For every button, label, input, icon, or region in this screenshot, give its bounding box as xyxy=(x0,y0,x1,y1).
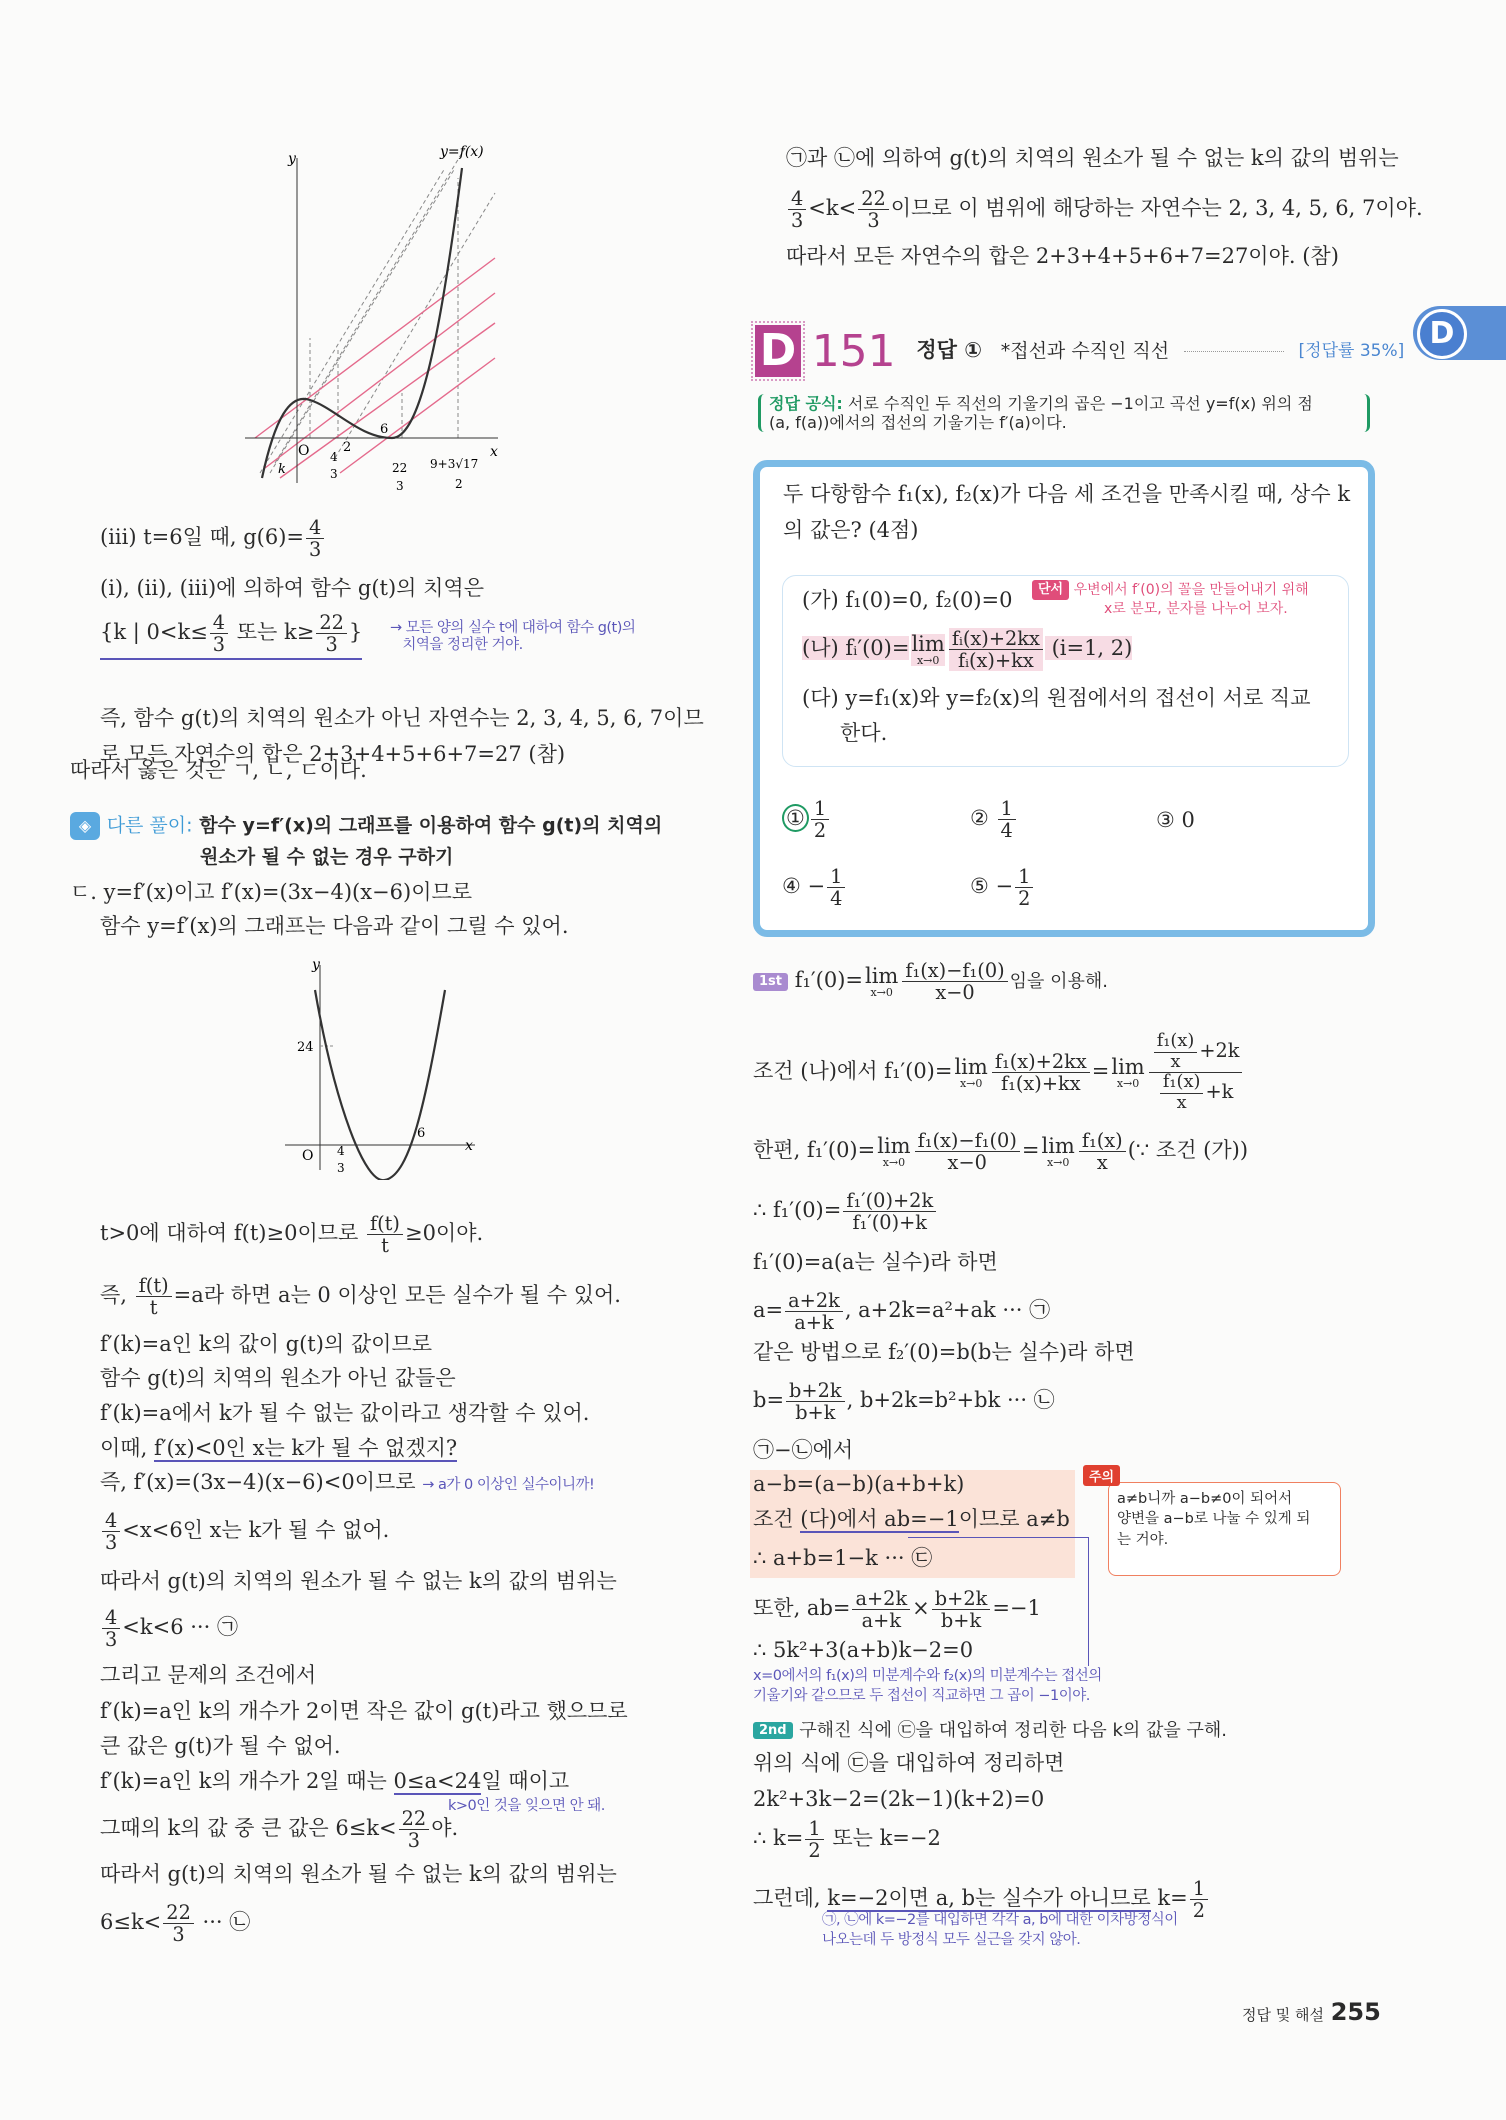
alt-line-9 xyxy=(100,1470,594,1495)
solution-line-b3 xyxy=(753,1818,941,1861)
text: ∴ k= xyxy=(753,1826,804,1851)
solution-line-a7 xyxy=(753,1380,1055,1423)
hint-text-2: x로 분모, 분자를 나누어 보자. xyxy=(1104,600,1288,617)
choice-mark: ④ xyxy=(782,874,801,899)
fraction xyxy=(932,1588,991,1631)
text: k= xyxy=(1150,1886,1188,1911)
section-side-tab[interactable] xyxy=(1413,306,1506,360)
lim-subscript: x→0 xyxy=(882,1155,906,1169)
tick-root-num: 9+3√17 xyxy=(430,457,479,471)
lim-subscript: x→0 xyxy=(870,985,893,999)
origin-label: O xyxy=(298,443,310,459)
fraction xyxy=(843,1190,936,1233)
lim-subscript: x→0 xyxy=(1046,1155,1070,1169)
numerator: f₁(x)−f₁(0) xyxy=(902,960,1007,982)
text: , b+2k=b²+bk ··· ㉡ xyxy=(846,1388,1055,1413)
alt-line-17 xyxy=(100,1808,458,1851)
numerator: 22 xyxy=(858,188,889,210)
fraction xyxy=(102,1607,120,1650)
topic-label: *접선과 수직인 직선 xyxy=(1000,339,1170,362)
note-text: ㉠, ㉡에 k=−2를 대입하면 각각 a, b에 대한 이차방정식이 xyxy=(822,1912,1178,1928)
text: (나) fᵢ′(0)= xyxy=(802,636,910,661)
lim-text: lim xyxy=(1111,1054,1145,1079)
set-part: {k | 0<k≤ xyxy=(100,620,208,645)
sign: − xyxy=(807,874,826,899)
caution-text: 는 거야. xyxy=(1117,1531,1169,1548)
numerator: f₁(x)+2kx xyxy=(992,1051,1090,1073)
text: 그런데, xyxy=(753,1886,828,1911)
compound-fraction xyxy=(1149,1032,1243,1113)
alt-solution-title-2: 원소가 될 수 없는 경우 구하기 xyxy=(200,846,454,868)
cubic-graph xyxy=(240,138,510,498)
numerator: 1 xyxy=(1190,1878,1208,1900)
text: 이므로 a≠b xyxy=(958,1507,1070,1531)
denominator: 2 xyxy=(808,1839,821,1863)
lim-text: lim xyxy=(1041,1133,1075,1158)
denominator: a+k xyxy=(794,1311,834,1335)
fraction xyxy=(1015,866,1033,909)
section-badge-icon: D xyxy=(1417,309,1467,359)
numerator: 1 xyxy=(805,1818,823,1840)
root-6-label: 6 xyxy=(417,1126,426,1141)
numerator: f(t) xyxy=(136,1275,172,1297)
text: × xyxy=(912,1596,930,1621)
numerator: 4 xyxy=(102,1607,120,1629)
denominator: 3 xyxy=(309,538,322,562)
y-axis-label: y xyxy=(312,957,320,973)
right-line-2 xyxy=(786,188,1423,231)
fraction xyxy=(788,188,806,231)
alt-line-2: 함수 y=f′(x)의 그래프는 다음과 같이 그릴 수 있어. xyxy=(100,914,569,938)
numerator: f₁(x) xyxy=(1160,1073,1204,1094)
parabola-curve xyxy=(315,990,445,1180)
limit xyxy=(865,963,899,999)
formula-text: 서로 수직인 두 직선의 기울기의 곱은 −1이고 곡선 y=f(x) 위의 점 xyxy=(842,394,1313,413)
limit xyxy=(1041,1133,1075,1169)
alt-line-12 xyxy=(100,1607,238,1650)
root-num: 4 xyxy=(337,1144,345,1158)
text: 즉, f′(x)=(3x−4)(x−6)<0이므로 xyxy=(100,1470,416,1494)
lim-subscript: x→0 xyxy=(1116,1076,1140,1090)
formula-hint xyxy=(758,394,1370,432)
denominator: t xyxy=(381,1234,389,1258)
denominator: 3 xyxy=(407,1829,421,1853)
fraction xyxy=(915,1130,1020,1173)
denominator: 3 xyxy=(212,633,226,657)
alt-line-11: 따라서 g(t)의 치역의 원소가 될 수 없는 k의 값의 범위는 xyxy=(100,1569,617,1593)
text: f₁′(0)= xyxy=(794,968,863,993)
case-iii xyxy=(100,517,326,560)
alt-line-18: 따라서 g(t)의 치역의 원소가 될 수 없는 k의 값의 범위는 xyxy=(100,1862,617,1886)
numerator: f₁(x) xyxy=(1079,1130,1126,1152)
denominator: 3 xyxy=(325,633,338,657)
set-part: 또는 k≥ xyxy=(230,620,315,645)
alt-line-15: 큰 값은 g(t)가 될 수 없어. xyxy=(100,1734,341,1758)
denominator: x xyxy=(1170,1051,1181,1072)
alt-line-8 xyxy=(100,1436,457,1461)
text: 또는 k=−2 xyxy=(825,1826,941,1851)
denominator: 4 xyxy=(830,887,843,911)
fraction xyxy=(1160,1073,1204,1113)
solution-line-a6: 같은 방법으로 f₂′(0)=b(b는 실수)라 하면 xyxy=(753,1340,1135,1364)
alt-line-19 xyxy=(100,1902,250,1945)
caution-badge: 주의 xyxy=(1083,1465,1120,1486)
denominator: 3 xyxy=(105,1628,118,1652)
denominator: t xyxy=(149,1296,158,1320)
solution-line-a4: f₁′(0)=a(a는 실수)라 하면 xyxy=(753,1250,998,1274)
limit xyxy=(877,1133,911,1169)
caution-box xyxy=(1108,1482,1341,1576)
choice-mark: ① xyxy=(782,804,809,832)
caution-text: a≠b니까 a−b≠0이 되어서 xyxy=(1117,1491,1293,1507)
numerator: fᵢ(x)+2kx xyxy=(949,628,1043,650)
derivative-graph xyxy=(275,955,485,1180)
dotted-leader xyxy=(1184,351,1284,352)
numerator: 4 xyxy=(102,1510,120,1532)
alt-line-4 xyxy=(100,1275,621,1318)
note-text: a가 0 이상인 실수이니까! xyxy=(438,1477,595,1493)
solution-line-a11: ∴ a+b=1−k ··· ㉢ xyxy=(753,1546,933,1570)
curve-label: y=f(x) xyxy=(440,144,484,160)
alt-solution-icon: ◈ xyxy=(70,812,100,840)
line-a: 즉, 함수 g(t)의 치역의 원소가 아닌 자연수는 2, 3, 4, 5, 6, 7이므 xyxy=(100,706,704,730)
text: = xyxy=(1091,1059,1110,1084)
conclusion: 따라서 옳은 것은 ㄱ, ㄴ, ㄷ이다. xyxy=(70,758,367,782)
fraction xyxy=(998,798,1016,841)
limit xyxy=(1111,1054,1145,1090)
alt-line-16 xyxy=(100,1769,569,1794)
numerator: 1 xyxy=(811,798,829,820)
solution-line-a2 xyxy=(753,1130,1248,1173)
fraction xyxy=(306,517,324,560)
text: 이므로 이 범위에 해당하는 자연수는 2, 3, 4, 5, 6, 7이야. xyxy=(890,196,1423,221)
alt-line-1: ㄷ. y=f′(x)이고 f′(x)=(3x−4)(x−6)이므로 xyxy=(70,880,473,904)
solution-line-a9: a−b=(a−b)(a+b+k) xyxy=(753,1472,965,1496)
fraction xyxy=(827,866,845,909)
lim-subscript: x→0 xyxy=(959,1076,983,1090)
numerator xyxy=(1149,1032,1243,1073)
text: 이때, xyxy=(100,1436,154,1460)
step-1 xyxy=(753,960,1108,1003)
formula-label: 정답 공식: xyxy=(769,394,843,413)
alt-solution-label: 다른 풀이: xyxy=(106,814,193,837)
fraction xyxy=(852,1588,910,1631)
numerator: f₁′(0)+2k xyxy=(843,1190,936,1212)
solution-line-a12 xyxy=(753,1588,1041,1631)
tick-4-3-num: 4 xyxy=(330,450,338,464)
text: 즉, xyxy=(100,1283,134,1308)
underlined-text: k=−2이면 a, b는 실수가 아니므로 xyxy=(827,1886,1151,1911)
alt-line-5: f′(k)=a인 k의 값이 g(t)의 값이므로 xyxy=(100,1332,433,1356)
alt-line-7: f′(k)=a에서 k가 될 수 없는 값이라고 생각할 수 있어. xyxy=(100,1401,590,1425)
denominator: a+k xyxy=(861,1609,902,1633)
numerator: f(t) xyxy=(367,1213,403,1235)
fraction xyxy=(1079,1130,1126,1173)
case-iii-text: (iii) t=6일 때, g(6)= xyxy=(100,525,304,550)
tick-4-3-den: 3 xyxy=(330,467,338,481)
right-line-1: ㉠과 ㉡에 의하여 g(t)의 치역의 원소가 될 수 없는 k의 값의 범위는 xyxy=(786,146,1399,170)
condition-da-2: 한다. xyxy=(840,721,888,745)
tick-22-3-num: 22 xyxy=(392,461,408,475)
text: +k xyxy=(1205,1080,1234,1104)
numerator: f₁(x) xyxy=(1154,1032,1198,1053)
text: 야. xyxy=(431,1816,459,1841)
denominator: x−0 xyxy=(935,981,975,1005)
fraction xyxy=(399,1808,430,1851)
text: (∵ 조건 (가)) xyxy=(1127,1138,1249,1163)
solution-line-a1 xyxy=(753,1032,1244,1113)
question-line-2: 의 값은? (4점) xyxy=(783,518,919,542)
step-1-badge: 1st xyxy=(753,973,788,991)
hint-badge: 단서 xyxy=(1032,580,1069,600)
text: a= xyxy=(753,1298,784,1323)
caution-text: 양변을 a−b로 나눌 수 있게 되 xyxy=(1117,1511,1311,1528)
solution-line-a5 xyxy=(753,1290,1050,1333)
fraction xyxy=(785,1290,843,1333)
text: 조건 (나)에서 f₁′(0)= xyxy=(753,1059,953,1084)
root-den: 3 xyxy=(337,1161,345,1175)
hint-text: 우변에서 f′(0)의 꼴을 만들어내기 위해 xyxy=(1073,581,1309,598)
limit xyxy=(954,1054,988,1090)
fraction xyxy=(992,1051,1090,1094)
lim-text: lim xyxy=(911,631,945,656)
solution-line-a10 xyxy=(753,1507,1070,1532)
step-2-badge: 2nd xyxy=(753,1722,793,1740)
range-set xyxy=(100,612,362,660)
fraction xyxy=(902,960,1007,1003)
alt-solution-header xyxy=(70,812,662,840)
x-axis-label: x xyxy=(490,444,498,460)
text: <k<6 ··· ㉠ xyxy=(122,1615,238,1640)
alt-line-6: 함수 g(t)의 치역의 원소가 아닌 값들은 xyxy=(100,1366,456,1390)
numerator: 1 xyxy=(998,798,1016,820)
lim-text: lim xyxy=(877,1133,911,1158)
step-2 xyxy=(753,1717,1227,1742)
solution-line-b2: 2k²+3k−2=(2k−1)(k+2)=0 xyxy=(753,1787,1045,1811)
numerator: 1 xyxy=(827,866,845,888)
text: 일 때이고 xyxy=(481,1769,570,1793)
fraction xyxy=(163,1902,194,1945)
text: 조건 xyxy=(753,1507,801,1531)
orthogonal-note xyxy=(753,1666,1102,1707)
underlined-text: (다)에서 ab=−1 xyxy=(800,1507,959,1531)
solution-line-a8: ㉠−㉡에서 xyxy=(753,1438,854,1462)
numerator: a+2k xyxy=(852,1588,910,1610)
underlined-text: f′(x)<0인 x는 k가 될 수 없겠지? xyxy=(153,1436,458,1460)
choice-value: 0 xyxy=(1181,808,1195,832)
fraction xyxy=(210,612,228,655)
underlined-text: 0≤a<24 xyxy=(393,1769,482,1793)
fraction xyxy=(1190,1878,1208,1921)
problem-header xyxy=(755,325,1404,377)
choice-mark: ⑤ xyxy=(970,874,989,899)
denominator: f₁′(0)+k xyxy=(852,1211,927,1235)
y-intercept-label: 24 xyxy=(297,1040,314,1055)
text: (i=1, 2) xyxy=(1044,636,1133,661)
x-axis-label: x xyxy=(465,1138,473,1154)
denominator: 2 xyxy=(813,819,827,843)
choice-5[interactable] xyxy=(970,866,1035,909)
question-line-1: 두 다항함수 f₁(x), f₂(x)가 다음 세 조건을 만족시킬 때, 상수 k xyxy=(783,482,1351,506)
text: 한편, f₁′(0)= xyxy=(753,1138,876,1163)
dashed-tangent-lines xyxy=(260,148,495,473)
lim-subscript: x→0 xyxy=(916,653,940,667)
origin-label: O xyxy=(302,1148,314,1164)
solution-line-a13: ∴ 5k²+3(a+b)k−2=0 xyxy=(753,1638,974,1662)
text: ≥0이야. xyxy=(404,1221,484,1246)
fraction xyxy=(316,612,347,655)
choice-1[interactable] xyxy=(782,798,831,841)
denominator: x−0 xyxy=(947,1151,987,1175)
tick-root-den: 2 xyxy=(455,477,463,491)
denominator: 4 xyxy=(1000,819,1013,843)
text: =−1 xyxy=(992,1596,1041,1621)
text: 6≤k< xyxy=(100,1910,162,1935)
denominator: f₁(x)+kx xyxy=(1000,1072,1081,1096)
line-b: 로 모든 자연수의 합은 2+3+4+5+6+7=27 (참) xyxy=(100,742,566,766)
alt-line-10 xyxy=(100,1510,389,1553)
fraction xyxy=(811,798,829,841)
numerator: a+2k xyxy=(785,1290,843,1312)
text: ··· ㉡ xyxy=(195,1910,251,1935)
choice-mark: ② xyxy=(970,806,989,831)
lim-text: lim xyxy=(865,963,899,988)
tick-6: 6 xyxy=(380,422,389,437)
sign: − xyxy=(995,874,1014,899)
pink-lines xyxy=(255,258,495,478)
k-note xyxy=(822,1910,1178,1951)
numerator: 22 xyxy=(399,1808,430,1830)
fraction xyxy=(1154,1032,1198,1072)
note-line: 치역을 정리한 거야. xyxy=(402,637,523,654)
denominator: x xyxy=(1176,1092,1187,1113)
alt-line-3 xyxy=(100,1213,483,1256)
note-text: 나오는데 두 방정식 모두 실근을 갖지 않아. xyxy=(822,1932,1081,1949)
denominator: x xyxy=(1096,1151,1108,1175)
condition-da: (다) y=f₁(x)와 y=f₂(x)의 원점에서의 접선이 서로 직교 xyxy=(802,686,1311,710)
solution-line-b1: 위의 식에 ㉢을 대입하여 정리하면 xyxy=(753,1751,1065,1775)
choice-mark: ③ xyxy=(1156,808,1175,832)
section-letter: D xyxy=(755,325,801,377)
denominator: 2 xyxy=(1192,1899,1205,1923)
choice-2[interactable] xyxy=(970,798,1018,841)
fraction xyxy=(102,1510,120,1553)
text: t>0에 대하여 f(t)≥0이므로 xyxy=(100,1221,365,1246)
denominator: b+k xyxy=(795,1401,836,1425)
text: 그때의 k의 값 중 큰 값은 6≤k< xyxy=(100,1816,397,1841)
text: = xyxy=(1021,1138,1040,1163)
formula-text-2: (a, f(a))에서의 접선의 기울기는 f′(a)이다. xyxy=(769,413,1067,433)
fraction xyxy=(786,1380,845,1423)
condition-na xyxy=(802,628,1132,671)
numerator: 4 xyxy=(306,517,324,539)
set-part: } xyxy=(348,620,363,645)
fraction xyxy=(949,628,1043,671)
text: =a라 하면 a는 0 이상인 모든 실수가 될 수 있어. xyxy=(173,1283,621,1308)
denominator xyxy=(1149,1073,1243,1113)
alt-solution-title: 함수 y=f′(x)의 그래프를 이용하여 함수 g(t)의 치역의 xyxy=(199,814,663,837)
denominator: 3 xyxy=(867,209,880,233)
numerator: 22 xyxy=(163,1902,194,1924)
tick-2: 2 xyxy=(343,440,352,455)
right-line-3: 따라서 모든 자연수의 합은 2+3+4+5+6+7=27이야. (참) xyxy=(786,244,1339,268)
text: <k< xyxy=(808,196,857,221)
correct-rate: [정답률 35%] xyxy=(1298,340,1405,361)
text: 또한, ab= xyxy=(753,1596,851,1621)
fraction xyxy=(858,188,889,231)
numerator: b+2k xyxy=(786,1380,845,1402)
note-text: x=0에서의 f₁(x)의 미분계수와 f₂(x)의 미분계수는 접선의 xyxy=(753,1668,1102,1684)
note-text: 기울기와 같으므로 두 접선이 직교하면 그 곱이 −1이야. xyxy=(753,1688,1090,1705)
fraction xyxy=(136,1275,172,1318)
note: → a가 0 이상인 실수이니까! xyxy=(422,1477,595,1493)
fraction xyxy=(367,1213,403,1256)
y-axis-label: y xyxy=(288,151,296,167)
k-label: k xyxy=(278,462,286,477)
text: ∴ f₁′(0)= xyxy=(753,1198,842,1223)
choice-4[interactable] xyxy=(782,866,847,909)
text: , a+2k=a²+ak ··· ㉠ xyxy=(844,1298,1051,1323)
problem-number: 151 xyxy=(811,325,896,377)
page-number: 255 xyxy=(1330,1998,1381,2026)
solution-line-a3 xyxy=(753,1190,938,1233)
fraction xyxy=(805,1818,823,1861)
limit xyxy=(911,631,945,667)
tick-22-3-den: 3 xyxy=(396,479,404,493)
range-note: → 모든 양의 실수 t에 대하여 함수 g(t)의 치역을 정리한 거야. xyxy=(390,620,636,654)
alt-line-13: 그리고 문제의 조건에서 xyxy=(100,1663,317,1687)
text: f′(k)=a인 k의 개수가 2일 때는 xyxy=(100,1769,394,1793)
denominator: fᵢ(x)+kx xyxy=(957,649,1034,673)
denominator: 3 xyxy=(172,1923,185,1947)
page-footer xyxy=(1242,1998,1381,2027)
text: <x<6인 x는 k가 될 수 없어. xyxy=(122,1518,390,1543)
denominator: 3 xyxy=(791,209,804,233)
denominator: 2 xyxy=(1018,887,1031,911)
denominator: 3 xyxy=(105,1531,118,1555)
lim-text: lim xyxy=(954,1054,988,1079)
denominator: b+k xyxy=(940,1609,982,1633)
numerator: 4 xyxy=(210,612,228,634)
text: 임을 이용해. xyxy=(1009,971,1109,993)
hint-note xyxy=(1032,580,1309,619)
cubic-curve xyxy=(262,168,462,478)
numerator: 1 xyxy=(1015,866,1033,888)
condition-ga: (가) f₁(0)=0, f₂(0)=0 xyxy=(802,588,1013,612)
footer-label: 정답 및 해설 xyxy=(1242,2006,1324,2024)
numerator: f₁(x)−f₁(0) xyxy=(915,1130,1020,1152)
choice-3[interactable] xyxy=(1156,808,1195,833)
text: b= xyxy=(753,1388,785,1413)
text: +2k xyxy=(1199,1039,1240,1063)
text: 구해진 식에 ㉢을 대입하여 정리한 다음 k의 값을 구해. xyxy=(799,1720,1227,1741)
note-line: 모든 양의 실수 t에 대하여 함수 g(t)의 xyxy=(405,620,636,636)
alt-line-14: f′(k)=a인 k의 개수가 2이면 작은 값이 g(t)라고 했으므로 xyxy=(100,1699,628,1723)
numerator: 4 xyxy=(788,188,806,210)
range-intro: (i), (ii), (iii)에 의하여 함수 g(t)의 치역은 xyxy=(100,576,484,600)
numerator: 22 xyxy=(316,612,347,634)
numerator: b+2k xyxy=(932,1588,991,1610)
answer-label: 정답 ① xyxy=(916,338,983,363)
note-k-positive: k>0인 것을 잊으면 안 돼. xyxy=(448,1798,605,1814)
